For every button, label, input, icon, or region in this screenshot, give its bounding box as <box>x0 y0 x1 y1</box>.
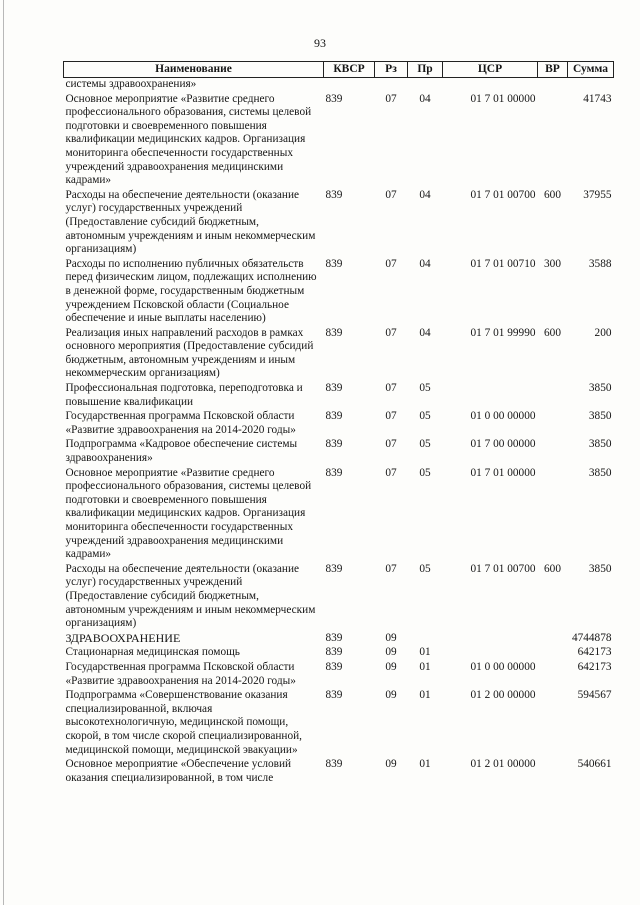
cell-vr <box>538 382 568 410</box>
cell-rz: 07 <box>385 410 397 423</box>
header-sum: Сумма <box>568 62 614 78</box>
table-row <box>64 563 614 632</box>
cell-csr: 01 0 00 00000 <box>470 410 536 423</box>
cell-vr <box>538 632 568 647</box>
header-name: Наименование <box>64 62 324 78</box>
cell-rz: 07 <box>385 92 397 105</box>
table-row <box>64 661 614 689</box>
cell-rz: 09 <box>385 758 397 771</box>
page-number: 93 <box>314 36 326 50</box>
cell-kvsr: 839 <box>325 631 343 644</box>
cell-pr: 04 <box>419 257 431 270</box>
cell-csr: 01 2 01 00000 <box>470 758 536 771</box>
table-row <box>64 327 614 382</box>
cell-csr <box>443 646 538 661</box>
cell-sum: 3588 <box>588 257 612 270</box>
cell-name: Стационарная медицинская помощь <box>65 646 240 659</box>
cell-csr <box>443 78 538 93</box>
table-row <box>64 646 614 661</box>
cell-pr: 05 <box>419 466 431 479</box>
cell-kvsr: 839 <box>325 257 343 270</box>
cell-vr: 300 <box>544 257 561 270</box>
cell-name: ЗДРАВООХРАНЕНИЕ <box>65 630 181 645</box>
cell-name: Государственная программа Псковской области «Развитие здравоохранения на 2014-2020 годы» <box>65 660 296 687</box>
table-row <box>64 632 614 647</box>
header-vr: ВР <box>538 62 568 78</box>
table-row <box>64 689 614 758</box>
budget-table <box>63 61 614 786</box>
cell-name: Профессиональная подготовка, переподготовка и повышение квалификации <box>65 382 303 408</box>
cell-rz: 07 <box>385 466 397 479</box>
table-header-row <box>64 62 614 78</box>
cell-name: Расходы на обеспечение деятельности (оказание услуг) государственных учреждений (Предоставление субсидий бюджетным, автономным учреждениям и иным некоммерческим организациям) <box>65 562 316 630</box>
table-row <box>64 382 614 410</box>
cell-name: Государственная программа Псковской области «Развитие здравоохранения на 2014-2020 годы» <box>65 410 296 436</box>
cell-kvsr: 839 <box>325 689 343 702</box>
cell-vr <box>538 689 568 758</box>
cell-sum: 642173 <box>577 646 612 659</box>
cell-pr: 01 <box>419 646 431 659</box>
cell-csr: 01 2 00 00000 <box>470 689 536 702</box>
table-row <box>64 438 614 466</box>
cell-pr: 04 <box>419 92 431 105</box>
cell-sum: 3850 <box>588 438 612 451</box>
cell-vr: 600 <box>544 326 561 339</box>
cell-vr: 600 <box>544 188 561 201</box>
table-row <box>64 758 614 786</box>
cell-kvsr: 839 <box>325 562 343 575</box>
cell-sum: 4744878 <box>571 631 612 644</box>
cell-kvsr: 839 <box>325 188 343 201</box>
cell-sum: 3850 <box>588 466 612 479</box>
cell-pr: 01 <box>419 689 431 702</box>
cell-rz: 09 <box>385 689 397 702</box>
cell-name: Основное мероприятие «Развитие среднего профессионального образования, системы целевой подготовки и своевременного повышения квалификации медицинских кадров. Организация мониторинга обеспеченности государственных учреждений здравоохранения медицинскими кадрами» <box>65 466 312 561</box>
cell-kvsr: 839 <box>325 660 343 673</box>
cell-csr: 01 0 00 00000 <box>470 660 536 673</box>
table-body <box>64 78 614 787</box>
cell-csr: 01 7 01 00700 <box>470 188 536 201</box>
cell-name: Основное мероприятие «Развитие среднего профессионального образования, системы целевой подготовки и своевременного повышения квалификации медицинских кадров. Организация мониторинга обеспеченности государственных учреждений здравоохранения медицинскими кадрами» <box>65 92 312 187</box>
table-row <box>64 410 614 438</box>
cell-kvsr: 839 <box>325 410 343 423</box>
header-csr: ЦСР <box>443 62 538 78</box>
cell-csr: 01 7 00 00000 <box>470 438 536 451</box>
cell-vr <box>538 646 568 661</box>
cell-sum: 540661 <box>577 758 612 771</box>
cell-csr: 01 7 01 99990 <box>470 326 536 339</box>
cell-kvsr: 839 <box>325 758 343 771</box>
cell-pr: 01 <box>419 660 431 673</box>
cell-pr: 01 <box>419 758 431 771</box>
cell-csr: 01 7 01 00710 <box>470 257 536 270</box>
header-kvsr: КВСР <box>324 62 375 78</box>
cell-sum: 200 <box>594 326 612 339</box>
cell-rz: 07 <box>385 382 397 395</box>
cell-kvsr: 839 <box>325 92 343 105</box>
cell-kvsr: 839 <box>325 438 343 451</box>
cell-rz: 09 <box>385 660 397 673</box>
cell-sum <box>568 78 614 93</box>
cell-name: Подпрограмма «Совершенствование оказания специализированной, включая высокотехнологичную, медицинской помощи, скорой, в том числе скорой специализированной, медицинской помощи, медицинской эвакуации» <box>65 689 302 756</box>
cell-rz: 07 <box>385 326 397 339</box>
cell-kvsr: 839 <box>325 382 343 395</box>
table-row <box>64 189 614 258</box>
cell-sum: 3850 <box>588 382 612 395</box>
cell-pr: 04 <box>419 188 431 201</box>
cell-vr <box>538 78 568 93</box>
cell-rz: 07 <box>385 438 397 451</box>
cell-vr <box>538 93 568 189</box>
cell-pr <box>408 632 443 647</box>
cell-pr: 05 <box>419 562 431 575</box>
cell-vr <box>538 661 568 689</box>
cell-vr <box>538 410 568 438</box>
cell-name: Расходы на обеспечение деятельности (оказание услуг) государственных учреждений (Предоставление субсидий бюджетным, автономным учреждениям и иным некоммерческим организациям) <box>65 188 316 256</box>
cell-csr <box>443 632 538 647</box>
cell-rz: 07 <box>385 257 397 270</box>
table-row <box>64 78 614 93</box>
table-row <box>64 93 614 189</box>
cell-name: Основное мероприятие «Обеспечение условий оказания специализированной, в том числе <box>65 758 292 784</box>
cell-name: Подпрограмма «Кадровое обеспечение системы здравоохранения» <box>65 438 298 465</box>
cell-csr <box>443 382 538 410</box>
cell-name: Реализация иных направлений расходов в рамках основного мероприятия (Предоставление субсидий бюджетным, автономным учреждениям и иным некоммерческим организациям) <box>65 326 314 380</box>
cell-sum: 37955 <box>583 188 612 201</box>
cell-csr: 01 7 01 00700 <box>470 562 536 575</box>
cell-vr <box>538 438 568 466</box>
table-row <box>64 467 614 563</box>
cell-rz: 09 <box>385 631 397 644</box>
cell-pr: 04 <box>419 326 431 339</box>
table-row <box>64 258 614 327</box>
cell-kvsr: 839 <box>325 646 343 659</box>
cell-sum: 3850 <box>588 410 612 423</box>
cell-sum: 3850 <box>588 562 612 575</box>
cell-sum: 594567 <box>577 689 612 702</box>
cell-pr: 05 <box>419 382 431 395</box>
cell-pr: 05 <box>419 438 431 451</box>
scan-edge-line <box>3 0 4 905</box>
cell-name: системы здравоохранения» <box>65 78 197 90</box>
cell-kvsr <box>324 78 375 93</box>
cell-name: Расходы по исполнению публичных обязательств перед физическим лицом, подлежащих исполнению в денежной форме, государственным бюджетным учреждением Псковской области (Социальное обеспечение и иные выплаты населению) <box>65 257 317 325</box>
cell-csr: 01 7 01 00000 <box>470 92 536 105</box>
cell-kvsr: 839 <box>325 326 343 339</box>
cell-rz: 07 <box>385 562 397 575</box>
cell-vr <box>538 758 568 786</box>
cell-rz: 07 <box>385 188 397 201</box>
cell-rz <box>375 78 408 93</box>
cell-rz: 09 <box>385 646 397 659</box>
cell-vr: 600 <box>544 562 561 575</box>
header-rz: Рз <box>375 62 408 78</box>
cell-pr: 05 <box>419 410 431 423</box>
cell-pr <box>408 78 443 93</box>
header-pr: Пр <box>408 62 443 78</box>
cell-sum: 41743 <box>583 92 612 105</box>
cell-vr <box>538 467 568 563</box>
cell-kvsr: 839 <box>325 466 343 479</box>
cell-sum: 642173 <box>577 660 612 673</box>
cell-csr: 01 7 01 00000 <box>470 466 536 479</box>
